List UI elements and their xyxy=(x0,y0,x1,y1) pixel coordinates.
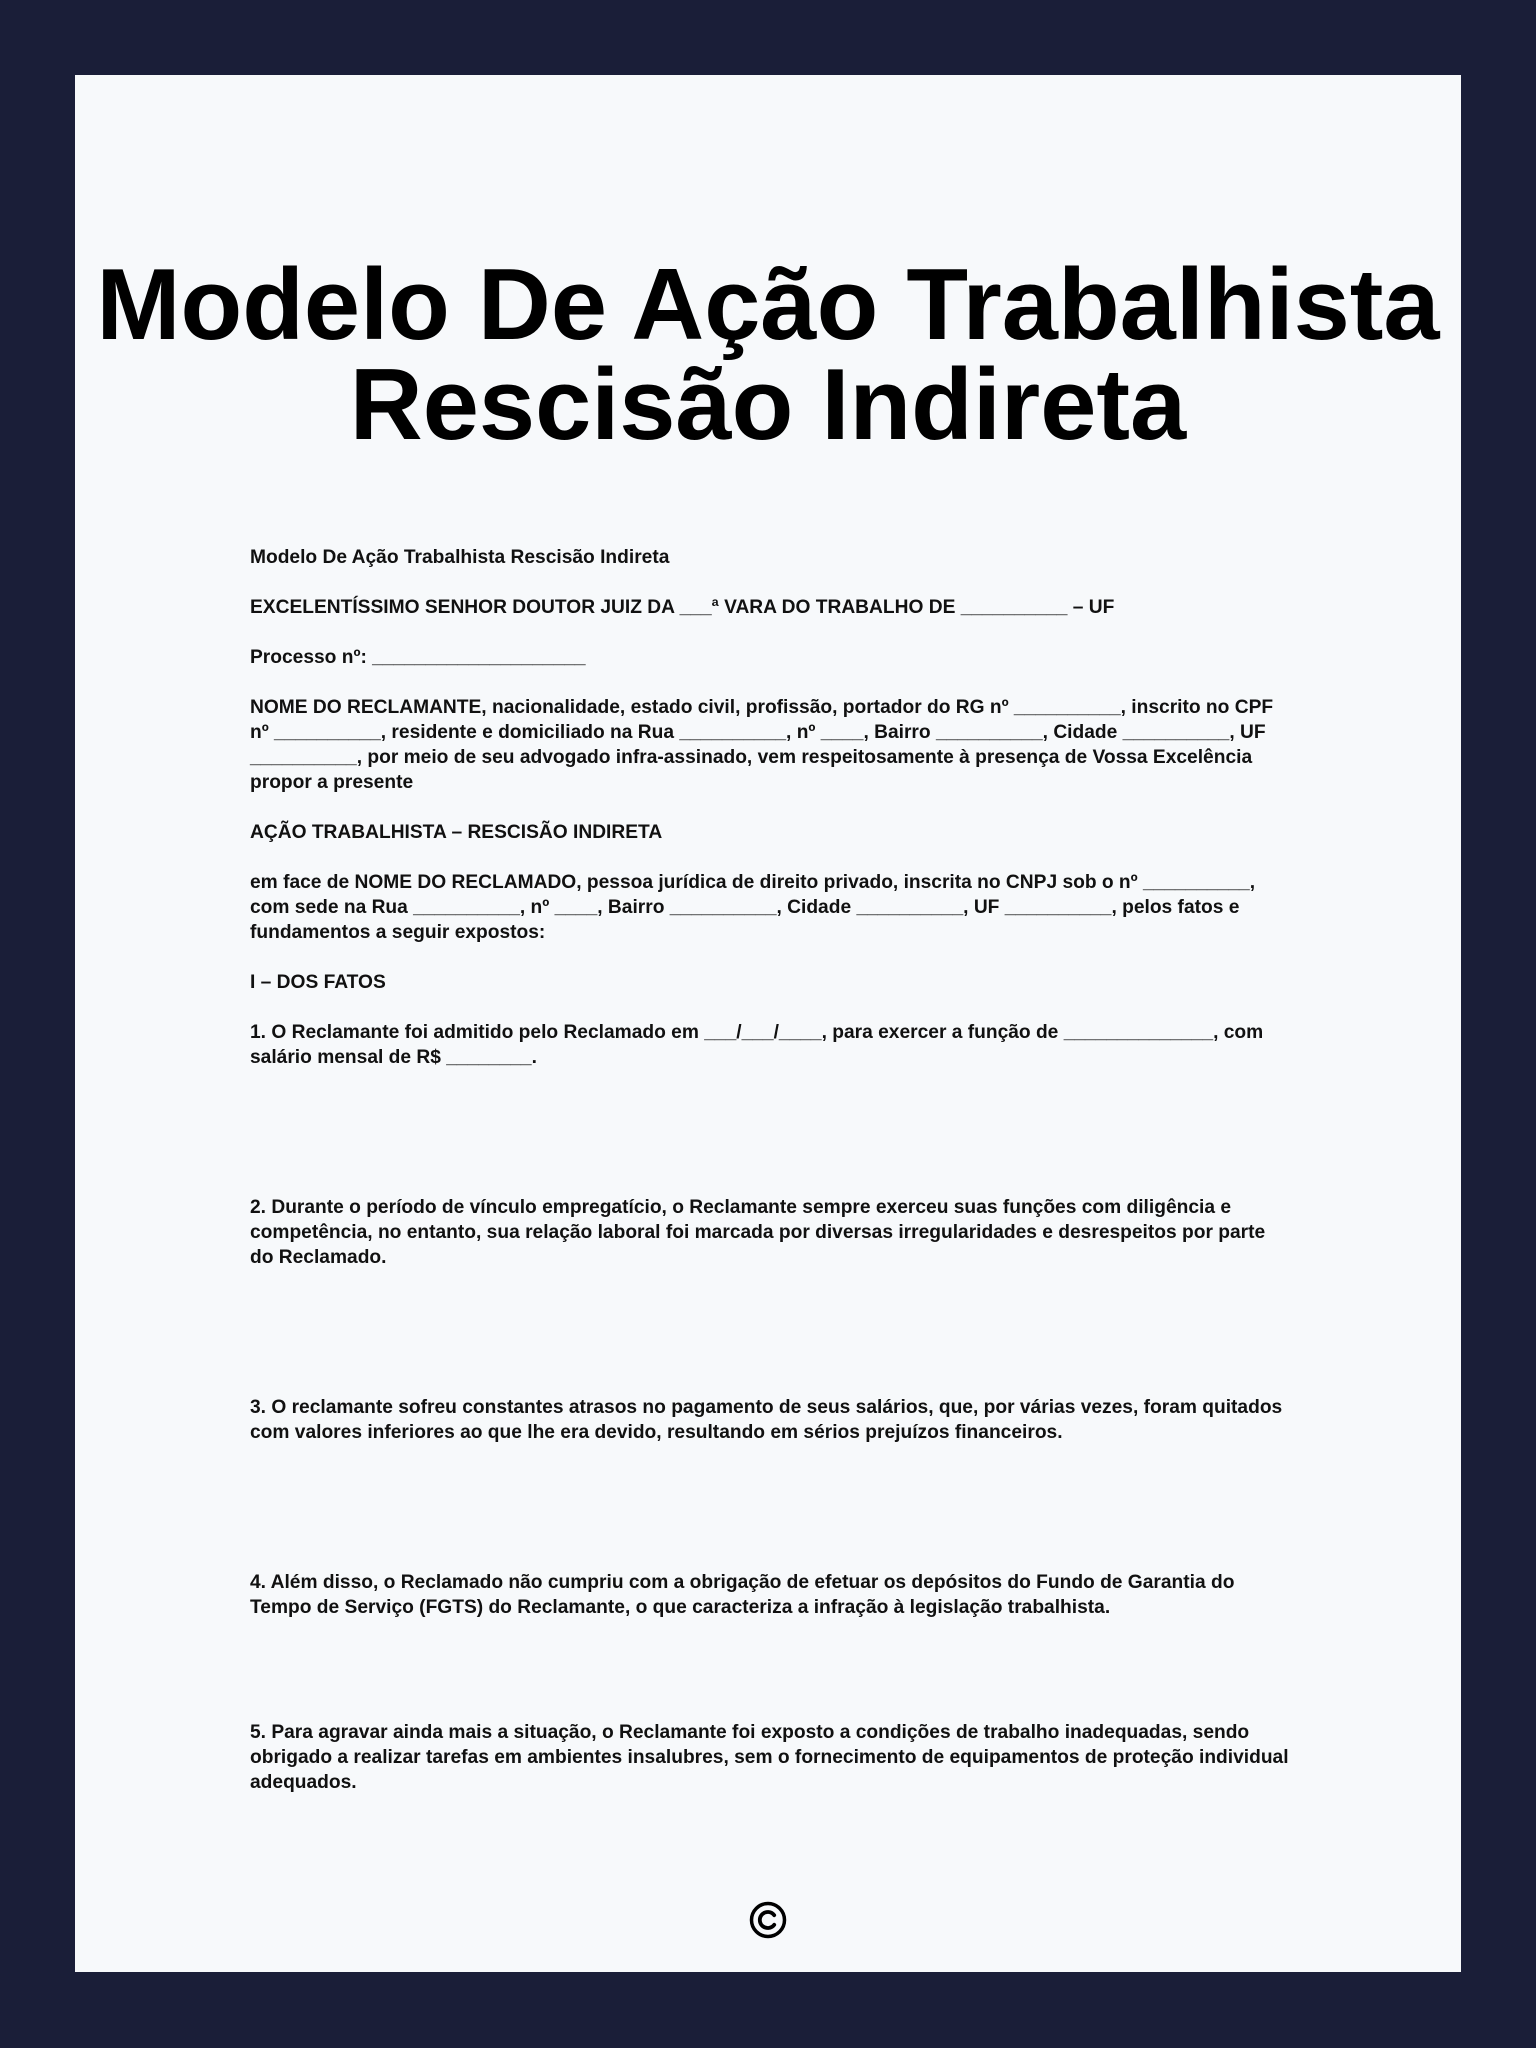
action-heading: AÇÃO TRABALHISTA – RESCISÃO INDIRETA xyxy=(250,822,663,843)
fact-item-1: 1. O Reclamante foi admitido pelo Reclamado em ___/___/____, para exercer a função de ______________, com salário mensal de R$ ________. xyxy=(250,1022,1264,1068)
plaintiff-qualification: NOME DO RECLAMANTE, nacionalidade, estado civil, profissão, portador do RG nº __________, inscrito no CPF nº __________, residente e domiciliado na Rua __________, nº ____, Bairro __________, Cidade __________, UF __________, por meio de seu advogado infra-assinado, vem respeitosamente à presença de Vossa Excelência propor a presente xyxy=(250,697,1274,793)
fact-item-3: 3. O reclamante sofreu constantes atrasos no pagamento de seus salários, que, por várias vezes, foram quitados com valores inferiores ao que lhe era devido, resultando em sérios prejuízos financeiros. xyxy=(250,1397,1283,1443)
section-heading-facts: I – DOS FATOS xyxy=(250,972,386,993)
document-page xyxy=(75,75,1461,1972)
copyright-mark xyxy=(75,1900,1461,1945)
fact-item-2: 2. Durante o período de vínculo empregatício, o Reclamante sempre exerceu suas funções com diligência e competência, no entanto, sua relação laboral foi marcada por diversas irregularidades e desrespeitos por parte do Reclamado. xyxy=(250,1197,1266,1268)
fact-item-5: 5. Para agravar ainda mais a situação, o Reclamante foi exposto a condições de trabalho inadequadas, sendo obrigado a realizar tarefas em ambientes insalubres, sem o fornecimento de equipamentos de proteção individual adequados. xyxy=(250,1722,1289,1793)
document-body xyxy=(250,545,1290,1820)
court-addressee: EXCELENTÍSSIMO SENHOR DOUTOR JUIZ DA ___ª VARA DO TRABALHO DE __________ – UF xyxy=(250,597,1115,618)
copyright-icon xyxy=(748,1900,788,1940)
fact-item-4: 4. Além disso, o Reclamado não cumpriu com a obrigação de efetuar os depósitos do Fundo de Garantia do Tempo de Serviço (FGTS) do Reclamante, o que caracteriza a infração à legislação trabalhista. xyxy=(250,1572,1235,1618)
page-title-line-1: Modelo De Ação Trabalhista xyxy=(96,249,1440,361)
document-subtitle: Modelo De Ação Trabalhista Rescisão Indireta xyxy=(250,547,670,568)
page-title-line-2: Rescisão Indireta xyxy=(349,349,1187,461)
defendant-qualification: em face de NOME DO RECLAMADO, pessoa jurídica de direito privado, inscrita no CNPJ sob o nº __________, com sede na Rua __________, nº ____, Bairro __________, Cidade __________, UF __________, pelos fatos e fundamentos a seguir expostos: xyxy=(250,872,1256,943)
process-number: Processo nº: ____________________ xyxy=(250,647,586,668)
page-title xyxy=(75,249,1461,461)
